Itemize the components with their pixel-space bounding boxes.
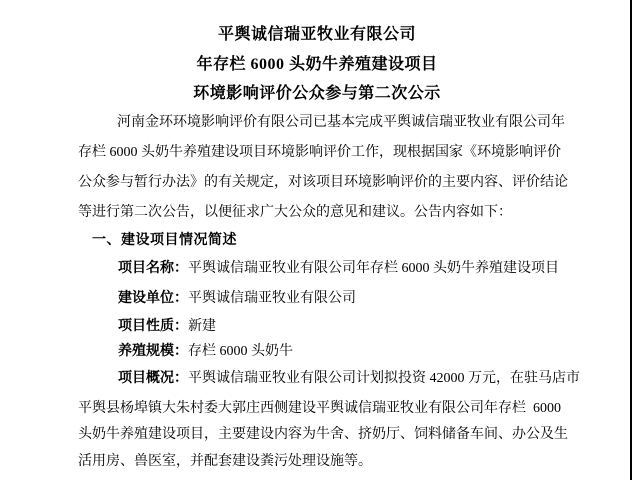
title-line-company: 平舆诚信瑞亚牧业有限公司 (217, 26, 416, 43)
section-heading: 一、建设项目情况简述 (92, 233, 237, 248)
field-value-project-nature: 新建 (188, 319, 216, 334)
intro-line-1: 河南金环环境影响评价有限公司已基本完成平舆诚信瑞亚牧业有限公司年 (117, 115, 565, 130)
overview-line-4: 活用房、兽医室，并配套建设粪污处理设施等。 (78, 454, 372, 469)
field-row-project-name (118, 259, 559, 279)
field-row-construction-unit (118, 289, 356, 309)
field-value-construction-unit: 平舆诚信瑞亚牧业有限公司 (188, 291, 356, 306)
intro-line-3: 公众参与暂行办法》的有关规定，对该项目环境影响评价的主要内容、评价结论 (78, 175, 568, 190)
field-label-project-name: 项目名称： (118, 261, 188, 276)
field-label-construction-unit: 建设单位： (118, 291, 188, 306)
field-label-breeding-scale: 养殖规模： (118, 344, 188, 359)
intro-line-4: 等进行第二次公告，以便征求广大公众的意见和建议。公告内容如下： (78, 205, 512, 220)
field-row-project-nature (118, 317, 216, 337)
title-line-project: 年存栏 6000 头奶牛养殖建设项目 (196, 56, 438, 73)
field-value-project-overview: 平舆诚信瑞亚牧业有限公司计划拟投资 42000 万元，在驻马店市 (188, 371, 580, 386)
field-value-project-name: 平舆诚信瑞亚牧业有限公司年存栏 6000 头奶牛养殖建设项目 (188, 261, 559, 276)
title-line-notice: 环境影响评价公众参与第二次公示 (193, 85, 441, 102)
field-label-project-overview: 项目概况： (118, 371, 188, 386)
field-label-project-nature: 项目性质： (118, 319, 188, 334)
field-row-breeding-scale (118, 342, 293, 362)
field-row-project-overview (118, 369, 580, 389)
field-value-breeding-scale: 存栏 6000 头奶牛 (188, 344, 293, 359)
overview-line-3: 头奶牛养殖建设项目，主要建设内容为牛舍、挤奶厅、饲料储备车间、办公及生 (78, 427, 568, 442)
overview-line-2: 平舆县杨埠镇大朱村委大郭庄西侧建设平舆诚信瑞亚牧业有限公司年存栏 6000 (78, 401, 561, 416)
intro-line-2: 存栏 6000 头奶牛养殖建设项目环境影响评价工作，现根据国家《环境影响评价 (78, 145, 561, 160)
